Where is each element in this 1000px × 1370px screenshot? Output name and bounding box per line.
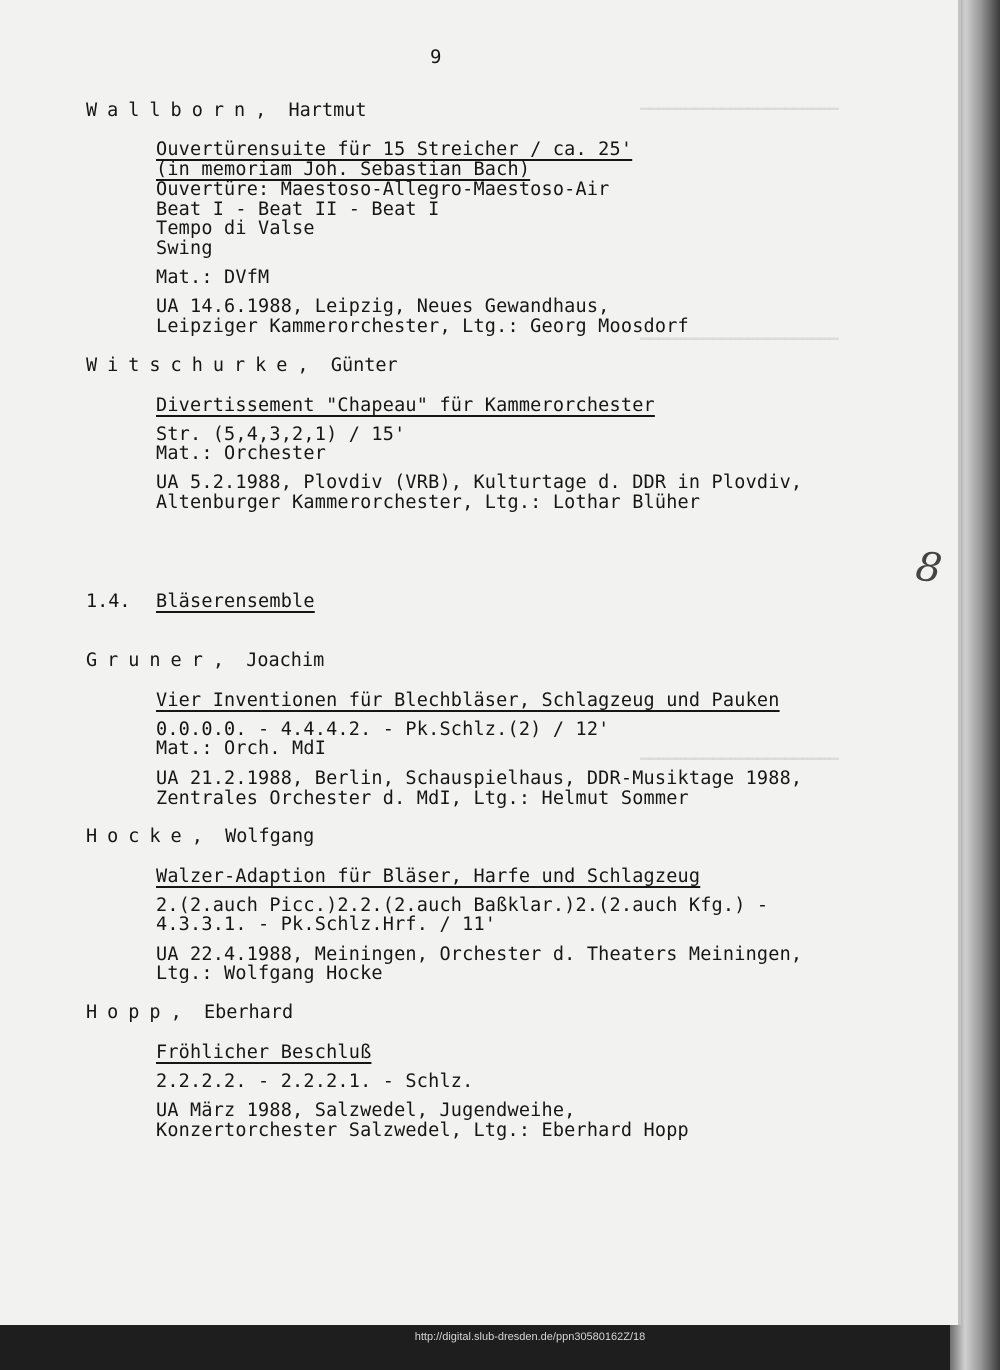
work-movement: Tempo di Valse [156, 218, 315, 239]
footer-url [0, 1331, 1000, 1343]
composer-heading: Hocke, Wolfgang [86, 826, 315, 847]
work-premiere: UA März 1988, Salzwedel, Jugendweihe, [156, 1100, 576, 1121]
work-instrumentation: Str. (5,4,3,2,1) / 15' [156, 424, 406, 445]
composer-surname: Wallborn [86, 100, 256, 121]
section-title: Bläserensemble [156, 591, 315, 612]
composer-surname: Witschurke [86, 355, 298, 376]
composer-heading: Wallborn, Hartmut [86, 100, 367, 121]
page-number: 9 [430, 46, 442, 68]
work-movement: Ouvertüre: Maestoso-Allegro-Maestoso-Air [156, 179, 610, 200]
work-movement: Beat I - Beat II - Beat I [156, 199, 440, 220]
work-premiere: UA 14.6.1988, Leipzig, Neues Gewandhaus, [156, 296, 610, 317]
bleed-through: ━━━━━━━━━━━━━━━━━━━━━━ [640, 100, 839, 118]
work-title: Divertissement "Chapeau" für Kammerorchester [156, 395, 655, 416]
work-instrumentation: 0.0.0.0. - 4.4.4.2. - Pk.Schlz.(2) / 12' [156, 719, 610, 740]
work-material: Mat.: DVfM [156, 267, 270, 288]
work-title: Walzer-Adaption für Bläser, Harfe und Schlagzeug [156, 866, 701, 887]
work-performers: Konzertorchester Salzwedel, Ltg.: Eberhard Hopp [156, 1120, 689, 1141]
work-premiere: UA 5.2.1988, Plovdiv (VRB), Kulturtage d. DDR in Plovdiv, [156, 472, 803, 493]
work-title: Ouvertürensuite für 15 Streicher / ca. 25' [156, 139, 633, 160]
bleed-through: ━━━━━━━━━━━━━━━━━━━━━━ [640, 330, 839, 348]
work-title: Fröhlicher Beschluß [156, 1042, 372, 1063]
work-instrumentation: 2.2.2.2. - 2.2.2.1. - Schlz. [156, 1071, 474, 1092]
bleed-through: ━━━━━━━━━━━━━━━━━━━━━━ [640, 750, 839, 768]
work-performers: Zentrales Orchester d. MdI, Ltg.: Helmut Sommer [156, 788, 689, 809]
work-performers: Altenburger Kammerorchester, Ltg.: Lothar Blüher [156, 492, 701, 513]
work-title: Vier Inventionen für Blechbläser, Schlagzeug und Pauken [156, 690, 780, 711]
work-instrumentation: 2.(2.auch Picc.)2.2.(2.auch Baßklar.)2.(2.auch Kfg.) - [156, 895, 769, 916]
composer-heading: Witschurke, Günter [86, 355, 398, 376]
work-instrumentation: 4.3.3.1. - Pk.Schlz.Hrf. / 11' [156, 914, 497, 935]
work-premiere: UA 22.4.1988, Meiningen, Orchester d. Theaters Meiningen, [156, 944, 803, 965]
composer-given-name: Hartmut [288, 100, 367, 121]
composer-given-name: Eberhard [203, 1002, 294, 1023]
work-movement: Swing [156, 238, 213, 259]
work-material: Mat.: Orchester [156, 443, 327, 464]
composer-given-name: Joachim [246, 650, 325, 671]
composer-surname: Hopp [86, 1002, 171, 1023]
handwritten-mark: 8 [912, 543, 945, 593]
work-performers: Ltg.: Wolfgang Hocke [156, 963, 383, 984]
work-material: Mat.: Orch. MdI [156, 738, 327, 759]
composer-given-name: Wolfgang [225, 826, 315, 847]
footer-url-text: http://digital.slub-dresden.de/ppn30580162Z/18 [414, 1331, 646, 1343]
work-performers: Leipziger Kammerorchester, Ltg.: Georg Moosdorf [156, 316, 689, 337]
work-subtitle: (in memoriam Joh. Sebastian Bach) [156, 159, 531, 180]
section-number: 1.4. [86, 591, 131, 612]
composer-heading: Hopp, Eberhard [86, 1002, 294, 1023]
composer-surname: Hocke [86, 826, 192, 847]
composer-surname: Gruner [86, 650, 213, 671]
composer-given-name: Günter [330, 355, 398, 376]
work-premiere: UA 21.2.1988, Berlin, Schauspielhaus, DDR-Musiktage 1988, [156, 768, 803, 789]
composer-heading: Gruner, Joachim [86, 650, 325, 671]
